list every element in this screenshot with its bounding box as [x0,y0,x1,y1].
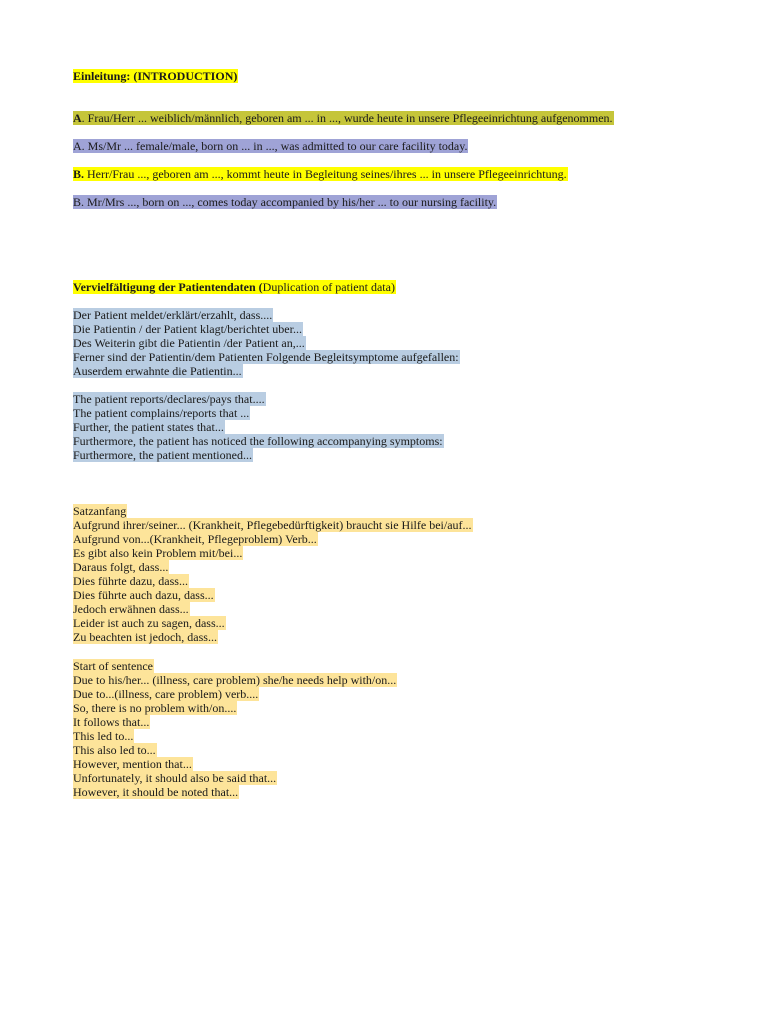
patient-title-rest: Duplication of patient data) [262,280,395,294]
sentence-de-line: Leider ist auch zu sagen, dass... [73,616,225,630]
sentence-en-line: Unfortunately, it should also be said that... [73,771,277,785]
intro-b-german-text: Herr/Frau ..., geboren am ..., kommt heute in Begleitung seines/ihres ... in unsere Pflegeeinrichtung. [84,167,567,181]
intro-a-german [73,111,614,125]
patient-en-line: The patient complains/reports that ... [73,406,250,420]
intro-b-english: B. Mr/Mrs ..., born on ..., comes today accompanied by his/her ... to our nursing facility. [73,195,497,209]
sentence-en-line: However, it should be noted that... [73,785,239,799]
intro-a-label: A [73,111,82,125]
intro-title: Einleitung: (INTRODUCTION) [73,69,238,83]
sentence-de-line: Zu beachten ist jedoch, dass... [73,630,217,644]
sentence-de-line: Jedoch erwähnen dass... [73,602,189,616]
sentence-en-line: It follows that... [73,715,150,729]
patient-de-line: Ferner sind der Patientin/dem Patienten Folgende Begleitsymptome aufgefallen: [73,350,459,364]
sentence-en-line: This led to... [73,729,134,743]
sentence-de-line: Aufgrund ihrer/seiner... (Krankheit, Pflegebedürftigkeit) braucht sie Hilfe bei/auf... [73,518,472,532]
sentence-en-line: However, mention that... [73,757,192,771]
patient-en-line: The patient reports/declares/pays that.... [73,392,265,406]
sentence-en-line: Due to...(illness, care problem) verb.... [73,687,259,701]
sentence-en-line: This also led to... [73,743,156,757]
sentence-en-line: So, there is no problem with/on.... [73,701,237,715]
sentence-en-line: Due to his/her... (illness, care problem) she/he needs help with/on... [73,673,397,687]
sentence-en-heading: Start of sentence [73,659,153,673]
patient-de-line: Die Patientin / der Patient klagt/berichtet uber... [73,322,302,336]
sentence-de-line: Aufgrund von...(Krankheit, Pflegeproblem) Verb... [73,532,317,546]
patient-title-bold: Vervielfältigung der Patientendaten ( [73,280,263,294]
intro-a-german-text: . Frau/Herr ... weiblich/männlich, geboren am ... in ..., wurde heute in unsere Pflegeeinrichtung aufgenommen. [81,111,613,125]
sentence-de-line: Es gibt also kein Problem mit/bei... [73,546,243,560]
sentence-de-heading: Satzanfang [73,504,127,518]
patient-en-line: Furthermore, the patient has noticed the following accompanying symptoms: [73,434,443,448]
intro-b-label: B. [73,167,85,181]
sentence-de-line: Daraus folgt, dass... [73,560,169,574]
patient-de-line: Der Patient meldet/erklärt/erzahlt, dass.... [73,308,273,322]
intro-b-german [73,167,568,181]
intro-heading [73,69,238,83]
patient-heading [73,280,396,294]
sentence-de-line: Dies führte dazu, dass... [73,574,188,588]
intro-a-english: A. Ms/Mr ... female/male, born on ... in ..., was admitted to our care facility today. [73,139,468,153]
patient-en-line: Furthermore, the patient mentioned... [73,448,252,462]
patient-de-line: Des Weiterin gibt die Patientin /der Patient an,... [73,336,305,350]
patient-de-line: Auserdem erwahnte die Patientin... [73,364,242,378]
sentence-de-line: Dies führte auch dazu, dass... [73,588,214,602]
patient-en-line: Further, the patient states that... [73,420,224,434]
